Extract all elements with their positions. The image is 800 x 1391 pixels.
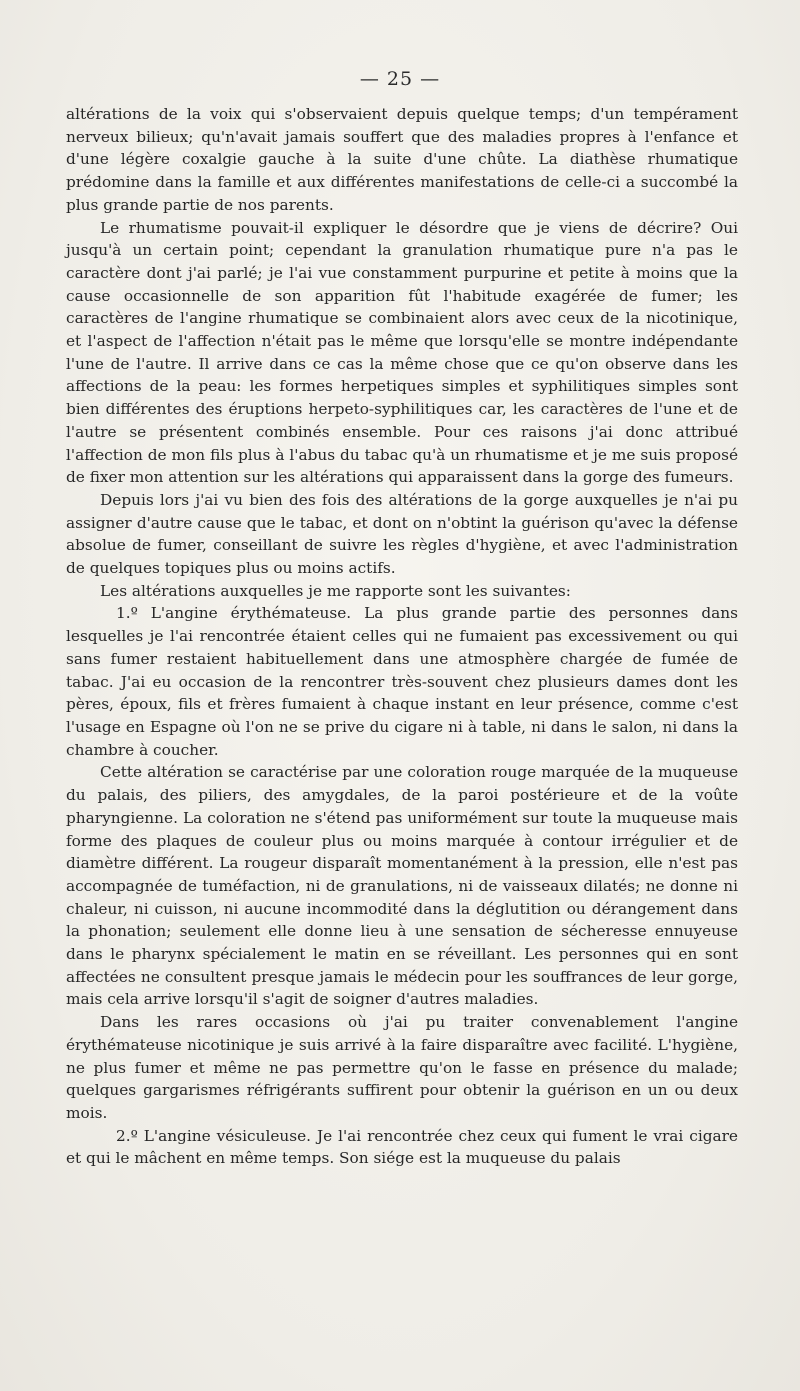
paragraph-7: Dans les rares occasions où j'ai pu traiter convenablement l'angine érythémateuse nicotinique je suis arrivé à la faire disparaître avec facilité. L'hygiène, ne plus fumer et même ne pas permettre qu'on le fasse en présence du malade; quelques gargarismes réfrigérants suffirent pour obtenir la guérison en un ou deux mois. (66, 1013, 738, 1122)
paragraph-4: Les altérations auxquelles je me rapporte sont les suivantes: (100, 581, 571, 600)
paragraph-1: altérations de la voix qui s'observaient depuis quelque temps; d'un tempérament nerveux bilieux; qu'n'avait jamais souffert que des maladies propres à l'enfance et d'une légère coxalgie gauche à la suite d'une chûte. La diathèse rhumatique prédomine dans la famille et aux différentes manifestations de celle-ci a succombé la plus grande partie de nos parents. (66, 105, 738, 214)
page-body (66, 103, 738, 1170)
paragraph-5-item-1: 1.º L'angine érythémateuse. La plus grande partie des personnes dans lesquelles je l'ai rencontrée étaient celles qui ne fumaient pas excessivement ou qui sans fumer restaient habituellement dans une atmosphère chargée de fumée de tabac. J'ai eu occasion de la rencontrer très-souvent chez plusieurs dames dont les pères, époux, fils et frères fumaient à chaque instant en leur présence, comme c'est l'usage en Espagne où l'on ne se prive du cigare ni à table, ni dans le salon, ni dans la chambre à coucher. (66, 604, 738, 759)
paragraph-8-item-2: 2.º L'angine vésiculeuse. Je l'ai rencontrée chez ceux qui fument le vrai cigare et qui le mâchent en même temps. Son siége est la muqueuse du palais (66, 1126, 738, 1168)
page-number: — 25 — (359, 68, 441, 90)
paragraph-3: Depuis lors j'ai vu bien des fois des altérations de la gorge auxquelles je n'ai pu assigner d'autre cause que le tabac, et dont on n'obtint la guérison qu'avec la défense absolue de fumer, conseillant de suivre les règles d'hygiène, et avec l'administration de quelques topiques plus ou moins actifs. (66, 490, 738, 578)
paragraph-6: Cette altération se caractérise par une coloration rouge marquée de la muqueuse du palais, des piliers, des amygdales, de la paroi postérieure et de la voûte pharyngienne. La coloration ne s'étend pas uniformément sur toute la muqueuse mais forme des plaques de couleur plus ou moins marquée à contour irrégulier et de diamètre différent. La rougeur disparaît momentanément à la pression, elle n'est pas accompagnée de tuméfaction, ni de granulations, ni de vaisseaux dilatés; ne donne ni chaleur, ni cuisson, ni aucune incommodité dans la déglutition ou dérangement dans la phonation; seulement elle donne lieu à une sensation de sécheresse ennuyeuse dans le pharynx spécialement le matin en se réveillant. Les personnes qui en sont affectées ne consultent presque jamais le médecin pour les souffrances de leur gorge, mais cela arrive lorsqu'il s'agit de soigner d'autres maladies. (66, 763, 738, 1009)
paragraph-2: Le rhumatisme pouvait-il expliquer le désordre que je viens de décrire? Oui jusqu'à un certain point; cependant la granulation rhumatique pure n'a pas le caractère dont j'ai parlé; je l'ai vue constamment purpurine et petite à moins que la cause occasionnelle de son apparition fût l'habitude exagérée de fumer; les caractères de l'angine rhumatique se combinaient alors avec ceux de la nicotinique, et l'aspect de l'affection n'était pas le même que lorsqu'elle se montre indépendante l'une de l'autre. Il arrive dans ce cas la même chose que ce qu'on observe dans les affections de la peau: les formes herpetiques simples et syphilitiques simples sont bien différentes des éruptions herpeto-syphilitiques car, les caractères de l'une et de l'autre se présentent combinés ensemble. Pour ces raisons j'ai donc attribué l'affection de mon fils plus à l'abus du tabac qu'à un rhumatisme et je me suis proposé de fixer mon attention sur les altérations qui apparaissent dans la gorge des fumeurs. (66, 218, 738, 487)
